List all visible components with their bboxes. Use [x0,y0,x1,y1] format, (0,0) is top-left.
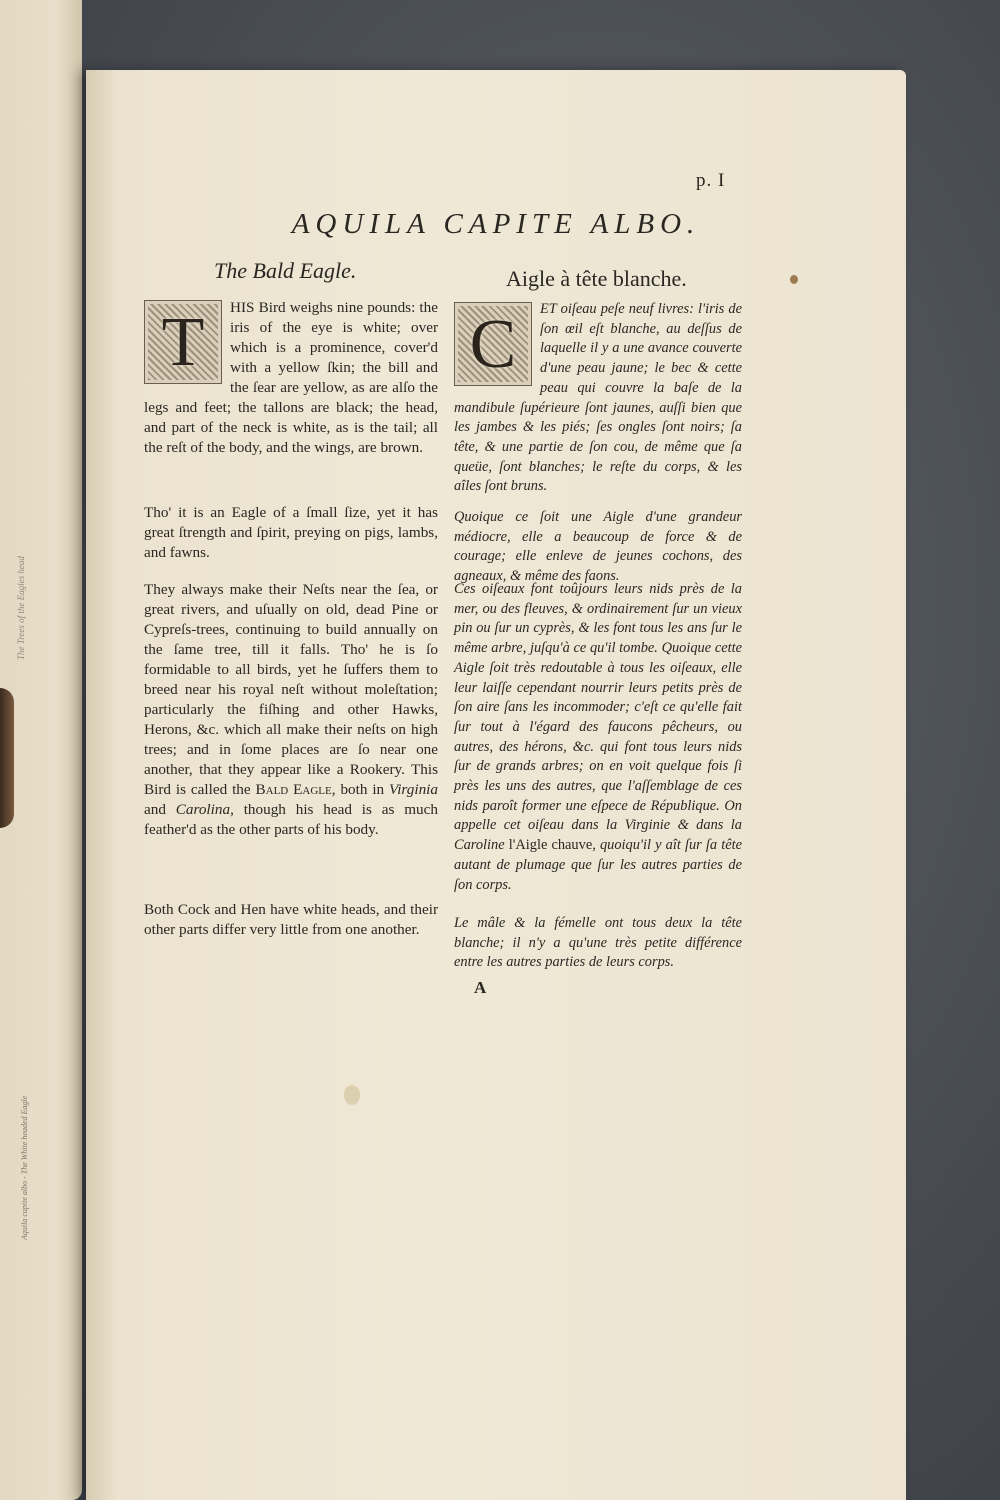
aigle-chauve: l'Aigle chauve [508,837,593,854]
ink-stain [790,275,798,284]
virginia: Virginia [389,781,438,798]
french-paragraph-1: C ET oiſeau peſe neuf livres: l'iris de ſon œil eſt blanche, au deſſus de laquelle il y a une avance couverte d'une peau jaune; le bec & cette peau qui couvre la baſe de la mandibule ſupérieure ſont jaunes, auſſi bien que les jambes & les piés; ſes ongles ſont noirs; ſa tête, & une partie de ſon cou, de même que ſa queüe, ſont blanches; le reſte du corps, & les aîles ſont bruns. [454,301,742,495]
french-paragraph-2: Quoique ce ſoit une Aigle d'une grandeur médiocre, elle a beaucoup de force & de courage; elle enleve de jeunes cochons, des agneaux, & même des faons. [454,509,742,585]
book-page [86,70,906,1500]
foxing-spot [344,1085,360,1105]
french-paragraph-3: Ces oiſeaux font toûjours leurs nids près de la mer, ou des fleuves, & ordinairement ſur un vieux pin ou ſur un cyprès, & les font tous les ans ſur le même arbre, juſqu'à ce qu'il tombe. Quoique cette Aigle ſoit très redoutable à tous les oiſeaux, elle leur laiſſe cependant nourrir leurs petits près de ſon aire ſans les incommoder; c'eſt ce qu'elle fait ſur tout à l'égard des faucons pêcheurs, ou autres, des hérons, &c. qui font tous leurs nids ſur de grands arbres; on en voit quelque fois ſi près les uns des autres, que l'aſſemblage de ces nids paroît former une eſpece de République. On appelle cet oiſeau dans la Virginie & dans la Caroline l'Aigle chauve, quoiqu'il y aît ſur ſa tête autant de plumage que ſur les autres parties de ſon corps. [454,581,742,893]
french-paragraph-4: Le mâle & la fémelle ont tous deux la tête blanche; il n'y a qu'une très petite différence entre les autres parties de leurs corps. [454,915,742,971]
page-number: p. I [696,170,726,191]
ornamental-dropcap-t: T [144,300,222,384]
pencil-note-top: The Trees of the Eagles head [16,556,26,660]
bald-eagle-smallcaps: Bald Eagle [255,781,332,798]
english-paragraph-3: They always make their Neſts near the ſea, or great rivers, and uſually on old, dead Pine or Cypreſs-trees, continuing to build annually on the ſame tree, till it falls. Tho' he is ſo formidable to all birds, yet he ſuffers them to breed near his royal neſt without moleſtation; particularly the fiſhing and other Hawks, Herons, &c. which all make their neſts on high trees; and in ſome places are ſo near one another, that they appear like a Rookery. This Bird is called the Bald Eagle, both in Virginia and Carolina, though his head is as much feather'd as the other parts of his body. [144,581,438,838]
english-paragraph-1: T HIS Bird weighs nine pounds: the iris of the eye is white; over which is a prominence, cover'd with a yellow ſkin; the bill and the ſear are yellow, as are alſo the legs and feet; the tallons are black; the head, and part of the neck is white, as is the tail; all the reſt of the body, and the wings, are brown. [144,299,438,456]
plate-edge [0,688,14,828]
page-title: AQUILA CAPITE ALBO. [291,208,701,240]
carolina: Carolina [175,801,231,818]
left-facing-page [0,0,82,1500]
ornamental-dropcap-c: C [454,302,532,386]
english-paragraph-4: Both Cock and Hen have white heads, and their other parts differ very little from one another. [144,901,438,938]
pencil-note-bottom: Aquila capite albo - The White headed Eagle [20,1095,29,1240]
french-heading: Aigle à tête blanche. [506,266,687,291]
english-paragraph-2: Tho' it is an Eagle of a ſmall ſize, yet it has great ſtrength and ſpirit, preying on pigs, lambs, and fawns. [144,504,438,561]
signature-mark: A [474,978,487,997]
english-heading: The Bald Eagle. [214,258,357,283]
